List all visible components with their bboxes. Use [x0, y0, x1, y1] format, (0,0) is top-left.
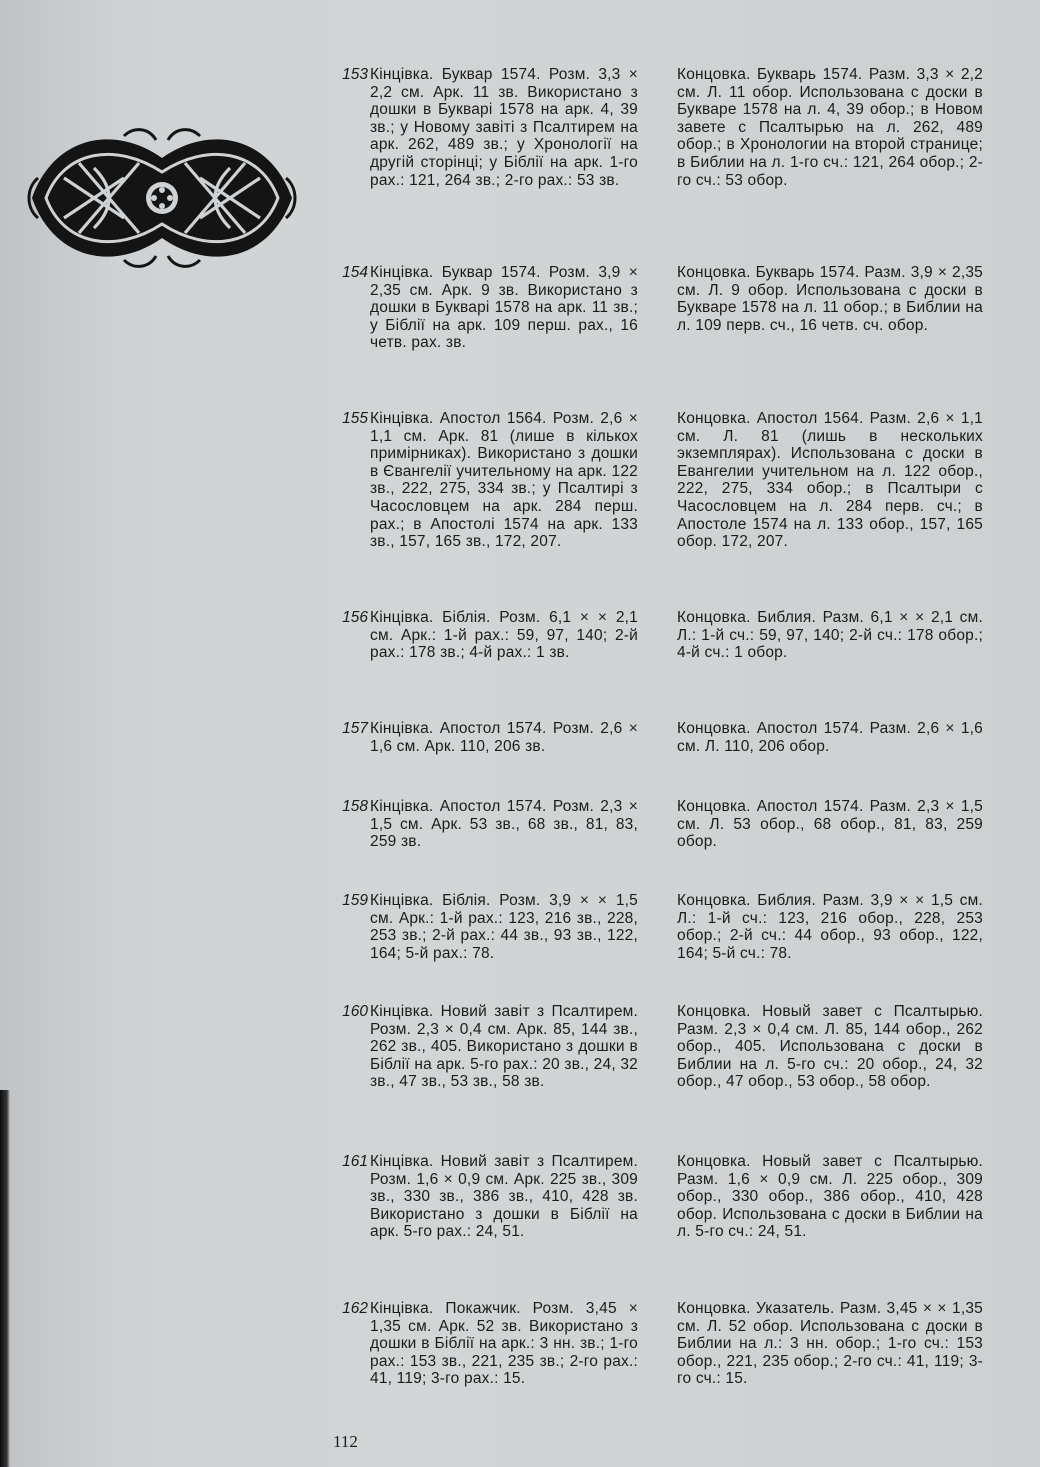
ornament-illustration: [24, 118, 300, 278]
entry-text-ukrainian: Кінцівка. Апостол 1574. Розм. 2,3 × 1,5 см. Арк. 53 зв., 68 зв., 81, 83, 259 зв.: [370, 798, 638, 851]
entry-number: 158: [342, 798, 368, 815]
entry-text-russian: Концовка. Библия. Разм. 6,1 × × 2,1 см. Л.: 1-й сч.: 59, 97, 140; 2-й сч.: 178 обор.; 4-й сч.: 1 обор.: [677, 609, 983, 662]
entry-text-ukrainian: Кінцівка. Новий завіт з Псалтирем. Розм. 2,3 × 0,4 см. Арк. 85, 144 зв., 262 зв., 405. Використано з дошки в Біблії на арк. 5-го рах.: 20 зв., 24, 32 зв., 47 зв., 53 зв., 58 зв.: [370, 1003, 638, 1091]
entry-number: 154: [342, 264, 368, 281]
entry-number: 162: [342, 1300, 368, 1317]
entry-text-russian: Концовка. Апостол 1574. Разм. 2,6 × 1,6 см. Л. 110, 206 обор.: [677, 720, 983, 755]
entry-text-ukrainian: Кінцівка. Апостол 1574. Розм. 2,6 × 1,6 см. Арк. 110, 206 зв.: [370, 720, 638, 755]
entry-text-russian: Концовка. Букварь 1574. Разм. 3,9 × 2,35 см. Л. 9 обор. Использована с доски в Букваре 1578 на л. 11 обор.; в Библии на л. 109 перв. сч., 16 четв. сч. обор.: [677, 264, 983, 334]
entry-text-ukrainian: Кінцівка. Апостол 1564. Розм. 2,6 × 1,1 см. Арк. 81 (лише в кількох примірниках). Використано з дошки в Євангелії учительному на арк. 122 зв., 222, 275, 334 зв.; у Псалтирі з Часословцем на арк. 284 перш. рах.; в Апостолі 1574 на арк. 133 зв., 157, 165 зв., 172, 207.: [370, 410, 638, 551]
entry-text-ukrainian: Кінцівка. Буквар 1574. Розм. 3,9 × 2,35 см. Арк. 9 зв. Використано з дошки в Букварі 1578 на арк. 11 зв.; у Біблії на арк. 109 перш. рах., 16 четв. рах. зв.: [370, 264, 638, 352]
entry-text-russian: Концовка. Новый завет с Псалтырью. Разм. 2,3 × 0,4 см. Л. 85, 144 обор., 262 обор., 405. Использована с доски в Библии на л. 5-го сч.: 20 обор., 24, 32 обор., 47 обор., 53 обор., 58 обор.: [677, 1003, 983, 1091]
entry-text-russian: Концовка. Апостол 1564. Разм. 2,6 × 1,1 см. Л. 81 (лишь в нескольких экземплярах). Использована с доски в Евангелии учительном на л. 122 обор., 222, 275, 334 обор.; в Псалтыри с Часословцем на л. 284 перв. сч.; в Апостоле 1574 на л. 133 обор., 157, 165 обор. 172, 207.: [677, 410, 983, 551]
entry-number: 153: [342, 66, 368, 83]
entry-text-ukrainian: Кінцівка. Біблія. Розм. 3,9 × × 1,5 см. Арк.: 1-й рах.: 123, 216 зв., 228, 253 зв.; 2-й рах.: 44 зв., 93 зв., 122, 164; 5-й рах.: 78.: [370, 892, 638, 962]
book-spine-shadow: [0, 1090, 10, 1467]
entry-text-ukrainian: Кінцівка. Буквар 1574. Розм. 3,3 × 2,2 см. Арк. 11 зв. Використано з дошки в Букварі 1578 на арк. 4, 39 зв.; у Новому завіті з Псалтирем на арк. 262, 489 зв.; у Хронології на другій сторінці; у Біблії на арк. 1-го рах.: 121, 264 зв.; 2-го рах.: 53 зв.: [370, 66, 638, 189]
entry-text-russian: Концовка. Библия. Разм. 3,9 × × 1,5 см. Л.: 1-й сч.: 123, 216 обор., 228, 253 обор.; 2-й сч.: 44 обор., 93 обор., 122, 164; 5-й сч.: 78.: [677, 892, 983, 962]
entry-number: 159: [342, 892, 368, 909]
entry-text-russian: Концовка. Букварь 1574. Разм. 3,3 × 2,2 см. Л. 11 обор. Использована с доски в Букваре 1578 на л. 4, 39 обор.; в Новом завете с Псалтырью на л. 262, 489 обор.; в Хронологии на второй странице; в Библии на л. 1-го сч.: 121, 264 обор.; 2-го сч.: 53 обор.: [677, 66, 983, 189]
entry-number: 157: [342, 720, 368, 737]
entry-number: 160: [342, 1003, 368, 1020]
entry-number: 161: [342, 1153, 368, 1170]
entry-text-ukrainian: Кінцівка. Новий завіт з Псалтирем. Розм. 1,6 × 0,9 см. Арк. 225 зв., 309 зв., 330 зв., 386 зв., 410, 428 зв. Використано з дошки в Біблії на арк. 5-го рах.: 24, 51.: [370, 1153, 638, 1241]
entry-number: 155: [342, 410, 368, 427]
page-number: 112: [333, 1432, 358, 1451]
entry-text-russian: Концовка. Новый завет с Псалтырью. Разм. 1,6 × 0,9 см. Л. 225 обор., 309 обор., 330 обор., 386 обор., 410, 428 обор. Использована с доски в Библии на л. 5-го сч.: 24, 51.: [677, 1153, 983, 1241]
entry-text-ukrainian: Кінцівка. Покажчик. Розм. 3,45 × 1,35 см. Арк. 52 зв. Використано з дошки в Біблії на арк.: 3 нн. зв.; 1-го рах.: 153 зв., 221, 235 зв.; 2-го рах.: 41, 119; 3-го рах.: 15.: [370, 1300, 638, 1388]
entry-text-russian: Концовка. Указатель. Разм. 3,45 × × 1,35 см. Л. 52 обор. Использована с доски в Библии на л.: 3 нн. обор.; 1-го сч.: 153 обор., 221, 235 обор.; 2-го сч.: 41, 119; 3-го сч.: 15.: [677, 1300, 983, 1388]
entry-text-ukrainian: Кінцівка. Біблія. Розм. 6,1 × × 2,1 см. Арк.: 1-й рах.: 59, 97, 140; 2-й рах.: 178 зв.; 4-й рах.: 1 зв.: [370, 609, 638, 662]
entry-number: 156: [342, 609, 368, 626]
entry-text-russian: Концовка. Апостол 1574. Разм. 2,3 × 1,5 см. Л. 53 обор., 68 обор., 81, 83, 259 обор.: [677, 798, 983, 851]
